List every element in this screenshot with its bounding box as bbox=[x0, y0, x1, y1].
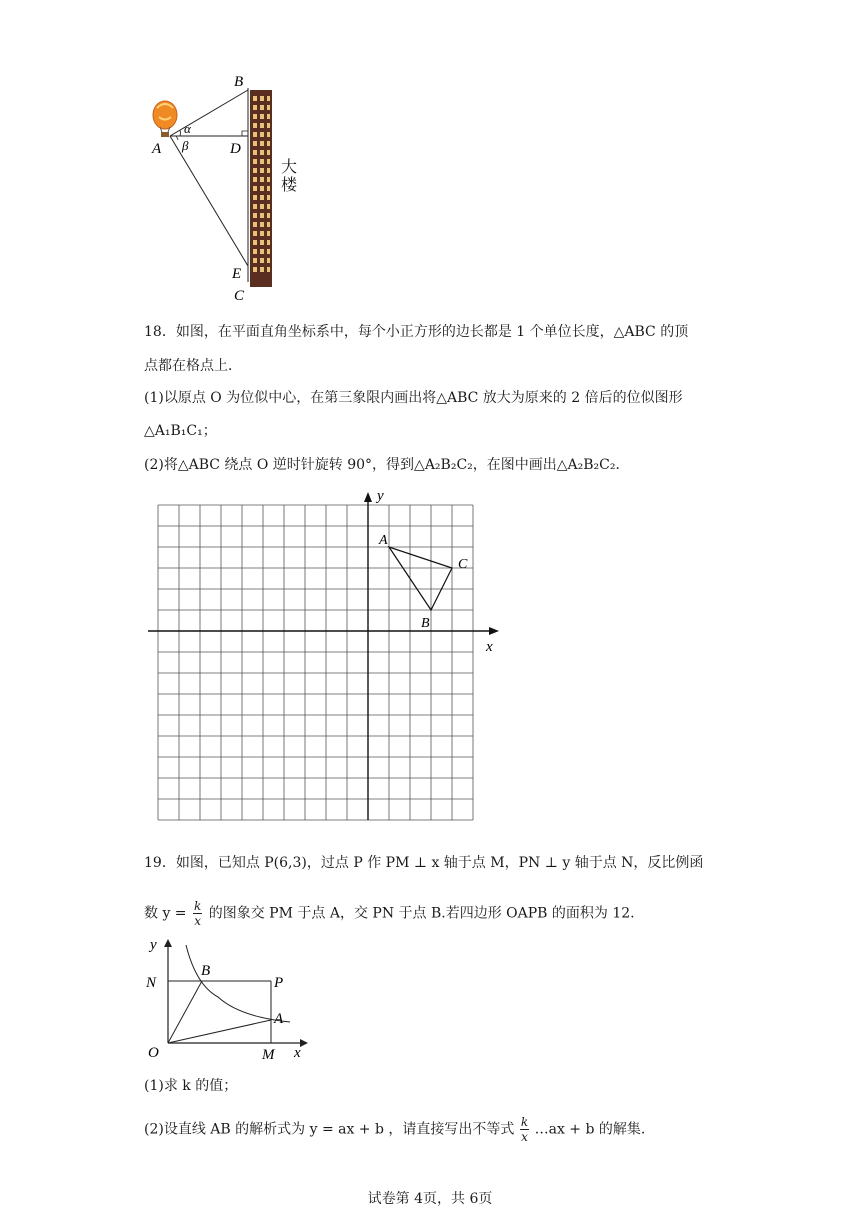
label-C: C bbox=[234, 288, 245, 304]
q19-label-B: B bbox=[201, 963, 211, 979]
q19-label-P: P bbox=[274, 975, 284, 991]
q19-part1: (1)求 k 的值； bbox=[144, 1078, 238, 1094]
q19-line2 bbox=[144, 899, 635, 928]
triangle-ABC bbox=[389, 547, 452, 610]
grid-label-A: A bbox=[379, 533, 388, 548]
q19-figure bbox=[140, 935, 310, 1065]
q18-part1-line1: (1)以原点 O 为位似中心，在第三象限内画出将△ABC 放大为原来的 2 倍后的位似图形 bbox=[144, 390, 683, 406]
q19-part2-fraction-num: k bbox=[520, 1115, 529, 1129]
label-E: E bbox=[232, 266, 242, 282]
q19-label-y: y bbox=[150, 937, 157, 953]
label-alpha: α bbox=[184, 121, 191, 136]
label-B: B bbox=[234, 74, 244, 90]
q19-label-A: A bbox=[274, 1011, 284, 1027]
q19-part2-fraction-den: x bbox=[521, 1130, 528, 1144]
q19-label-x: x bbox=[294, 1045, 301, 1061]
grid-label-C: C bbox=[458, 557, 468, 572]
q19-fraction bbox=[193, 899, 202, 928]
q19-line2-pre: 数 y = bbox=[144, 905, 187, 922]
q18-line1: 18．如图，在平面直角坐标系中，每个小正方形的边长都是 1 个单位长度，△ABC 的顶 bbox=[144, 324, 689, 340]
q19-part2-fraction bbox=[520, 1115, 529, 1144]
q19-fraction-den: x bbox=[194, 914, 202, 928]
q18-line2: 点都在格点上． bbox=[144, 358, 242, 374]
building-label: 大楼 bbox=[281, 157, 298, 194]
q19-label-O: O bbox=[148, 1045, 159, 1061]
q19-fraction-num: k bbox=[194, 899, 202, 913]
x-axis-arrow bbox=[489, 627, 499, 635]
page-footer: 试卷第 4页，共 6页 bbox=[367, 1191, 493, 1207]
axis-label-y: y bbox=[377, 490, 384, 504]
y-axis-arrow bbox=[364, 492, 372, 502]
q19-label-N: N bbox=[146, 975, 157, 991]
q19-label-M: M bbox=[262, 1047, 275, 1063]
label-A: A bbox=[152, 141, 162, 157]
grid-label-B: B bbox=[421, 616, 430, 631]
label-D: D bbox=[230, 141, 241, 157]
label-beta: β bbox=[182, 138, 189, 153]
q19-part2-pre: (2)设直线 AB 的解析式为 y = ax + b ，请直接写出不等式 bbox=[144, 1121, 515, 1138]
coordinate-grid bbox=[148, 490, 508, 835]
building-icon bbox=[250, 90, 272, 287]
balloon-icon bbox=[153, 101, 177, 137]
axis-label-x: x bbox=[486, 639, 493, 655]
q18-part2: (2)将△ABC 绕点 O 逆时针旋转 90°，得到△A₂B₂C₂，在图中画出△A₂B₂C₂． bbox=[144, 457, 630, 473]
q19-part2-post: …ax + b 的解集. bbox=[534, 1121, 646, 1138]
q18-part1-line2: △A₁B₁C₁； bbox=[144, 423, 217, 439]
q19-line1: 19．如图，已知点 P(6,3)，过点 P 作 PM ⊥ x 轴于点 M，PN ⊥ y 轴于点 N，反比例函 bbox=[144, 855, 704, 871]
q19-part2 bbox=[144, 1115, 645, 1144]
q19-line2-post: 的图象交 PM 于点 A，交 PN 于点 B.若四边形 OAPB 的面积为 12. bbox=[208, 905, 635, 922]
